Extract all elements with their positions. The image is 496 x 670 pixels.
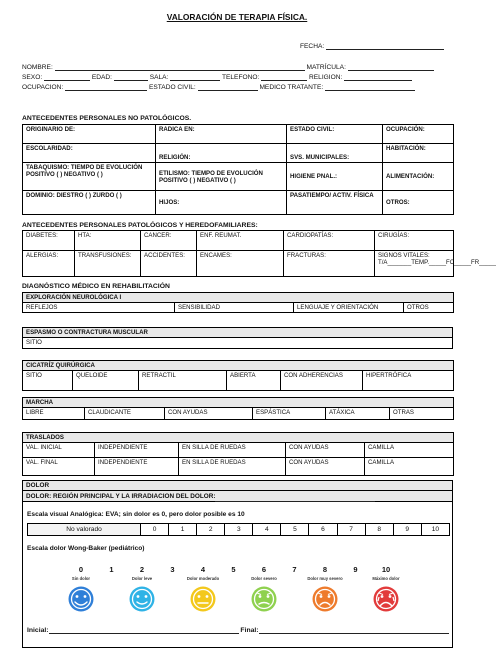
matricula-field[interactable] bbox=[348, 64, 434, 71]
traslados-table bbox=[22, 432, 454, 476]
cirugias-cell[interactable]: CIRUGÍAS: bbox=[375, 231, 454, 251]
independiente-cell[interactable]: INDEPENDIENTE bbox=[95, 443, 179, 458]
encames-cell[interactable]: ENCAMES: bbox=[197, 251, 284, 277]
wong-number: 0 bbox=[78, 565, 84, 574]
cicatriz-header: CICATRÍZ QUIRÚRGICA bbox=[23, 361, 454, 371]
edad-label: EDAD: bbox=[91, 74, 112, 81]
sitio-cic-cell[interactable]: SITIO bbox=[23, 371, 73, 391]
ocupacion-cell[interactable]: OCUPACIÓN: bbox=[383, 125, 454, 144]
face-hurts-even-more-icon[interactable] bbox=[250, 585, 278, 613]
wong-number: 3 bbox=[170, 565, 175, 574]
religion-field[interactable] bbox=[344, 74, 412, 81]
face-label: Dolor leve bbox=[131, 576, 153, 581]
eva-scale bbox=[27, 523, 450, 536]
no-patologicos-title: ANTECEDENTES PERSONALES NO PATOLÓGICOS. bbox=[22, 115, 192, 122]
wong-number: 1 bbox=[109, 565, 114, 574]
nombre-field[interactable] bbox=[55, 64, 305, 71]
ocupacion-label: OCUPACION: bbox=[22, 84, 64, 91]
accidentes-cell[interactable]: ACCIDENTES: bbox=[141, 251, 197, 277]
hipertrofica-cell[interactable]: HIPERTRÓFICA bbox=[363, 371, 454, 391]
face-no-hurt-icon[interactable] bbox=[67, 585, 95, 613]
estado-civil-cell[interactable]: ESTADO CIVIL: bbox=[287, 125, 383, 144]
face-label: Dolor muy severo bbox=[307, 576, 343, 581]
medico-label: MEDICO TRATANTE: bbox=[259, 84, 324, 91]
dominio-cell[interactable]: DOMINIO: DIESTRO ( ) ZURDO ( ) bbox=[23, 191, 156, 215]
final-label: Final: bbox=[240, 627, 259, 634]
wong-number: 5 bbox=[231, 565, 236, 574]
sala-label: SALA: bbox=[149, 74, 169, 81]
cardiopatias-cell[interactable]: CARDIOPATÍAS: bbox=[284, 231, 375, 251]
wong-number: 9 bbox=[353, 565, 358, 574]
cicatriz-table bbox=[22, 360, 454, 391]
table-row bbox=[28, 524, 450, 536]
lenguaje-cell[interactable]: LENGUAJE Y ORIENTACIÓN bbox=[294, 303, 404, 313]
escolaridad-cell[interactable]: ESCOLARIDAD: bbox=[23, 144, 156, 163]
table-row bbox=[23, 361, 454, 371]
eva-value-cell[interactable]: 8 bbox=[365, 524, 393, 536]
retractil-cell[interactable]: RETRACTIL bbox=[139, 371, 227, 391]
table-row bbox=[23, 163, 454, 191]
pasatiempo-cell[interactable]: PASATIEMPO/ ACTIV. FÍSICA bbox=[287, 191, 383, 215]
val-final-cell[interactable]: VAL. FINAL bbox=[23, 458, 95, 476]
espasmo-table bbox=[22, 327, 453, 349]
marcha-header: MARCHA bbox=[23, 398, 454, 408]
dolor-region-row[interactable] bbox=[23, 491, 452, 502]
fracturas-cell[interactable]: FRACTURAS: bbox=[284, 251, 375, 277]
wong-number: 8 bbox=[322, 565, 328, 574]
inicial-row bbox=[27, 627, 449, 634]
wong-number: 10 bbox=[381, 565, 391, 574]
sexo-row bbox=[22, 74, 454, 81]
con-ayudas-cell[interactable]: CON AYUDAS bbox=[286, 458, 365, 476]
medico-field[interactable] bbox=[325, 84, 415, 91]
cancer-cell[interactable]: CANCER: bbox=[141, 231, 197, 251]
table-row bbox=[23, 371, 454, 391]
alergias-cell[interactable]: ALERGIAS: bbox=[23, 251, 75, 277]
eva-value-cell[interactable]: 7 bbox=[337, 524, 365, 536]
face-hurts-more-icon[interactable] bbox=[189, 585, 217, 613]
hta-cell[interactable]: HTA: bbox=[75, 231, 141, 251]
signos-vitales-values: T/A_______TEMP._____FC_____FR_____ bbox=[378, 259, 496, 266]
ataxica-cell[interactable]: ATÁXICA bbox=[326, 408, 390, 420]
eva-value-cell[interactable]: 4 bbox=[253, 524, 281, 536]
higiene-cell[interactable]: HIGIENE PNAL.: bbox=[287, 163, 383, 191]
enf-reumat-cell[interactable]: ENF. REUMAT. bbox=[197, 231, 284, 251]
face-hurts-worst-icon[interactable] bbox=[372, 585, 400, 613]
telefono-field[interactable] bbox=[261, 74, 307, 81]
eva-value-cell[interactable]: 10 bbox=[421, 524, 449, 536]
dolor-header: DOLOR bbox=[23, 481, 452, 491]
table-row bbox=[23, 443, 454, 458]
dolor-region-field[interactable] bbox=[215, 494, 375, 502]
eva-label: Escala visual Analógica: EVA; sin dolor es 0, pero dolor posible es 10 bbox=[27, 511, 245, 518]
espastica-cell[interactable]: ESPÁSTICA bbox=[253, 408, 326, 420]
queloide-cell[interactable]: QUELOIDE bbox=[73, 371, 139, 391]
wong-baker-scale bbox=[23, 565, 454, 625]
table-row bbox=[23, 191, 454, 215]
etilismo-cell[interactable]: ETILISMO: TIEMPO DE EVOLUCIÓN POSITIVO ( ) NEGATIVO ( ) bbox=[156, 163, 287, 191]
reflejos-cell[interactable]: REFLEJOS bbox=[23, 303, 175, 313]
inicial-field[interactable] bbox=[49, 627, 239, 634]
exploracion-header: EXPLORACIÓN NEUROLÓGICA I bbox=[23, 293, 454, 303]
religion-label: RELIGION: bbox=[309, 74, 343, 81]
radica-cell[interactable]: RADICA EN: bbox=[156, 125, 287, 144]
silla-ruedas-cell[interactable]: EN SILLA DE RUEDAS bbox=[179, 458, 286, 476]
matricula-label: MATRÍCULA: bbox=[306, 64, 346, 71]
wong-number: 4 bbox=[200, 565, 206, 574]
telefono-label: TELEFONO: bbox=[221, 74, 260, 81]
page-title: VALORACIÓN DE TERAPIA FÍSICA. bbox=[166, 12, 308, 22]
religion-cell[interactable]: RELIGIÓN: bbox=[156, 144, 287, 163]
traslados-header: TRASLADOS bbox=[23, 433, 454, 443]
table-row bbox=[23, 398, 454, 408]
eva-value-cell[interactable]: 9 bbox=[393, 524, 421, 536]
wong-number: 6 bbox=[261, 565, 267, 574]
ocupacion-field[interactable] bbox=[65, 84, 147, 91]
exploracion-table bbox=[22, 292, 454, 313]
eva-value-cell[interactable]: 3 bbox=[225, 524, 253, 536]
inicial-label: Inicial: bbox=[27, 627, 49, 634]
eva-value-cell[interactable]: 1 bbox=[169, 524, 197, 536]
svs-cell[interactable]: SVS. MUNICIPALES: bbox=[287, 144, 383, 163]
eva-no-valorado-cell[interactable]: No valorado bbox=[28, 524, 141, 536]
fecha-field[interactable] bbox=[326, 43, 444, 50]
sala-field[interactable] bbox=[170, 74, 220, 81]
eva-value-cell[interactable]: 6 bbox=[309, 524, 337, 536]
patologicos-table bbox=[22, 230, 496, 277]
eva-value-cell[interactable]: 2 bbox=[197, 524, 225, 536]
face-label: Sin dolor bbox=[71, 576, 91, 581]
signos-vitales-label: SIGNOS VITALES: bbox=[378, 252, 430, 259]
no-patologicos-table bbox=[22, 124, 454, 215]
con-ayudas-marcha-cell[interactable]: CON AYUDAS bbox=[165, 408, 253, 420]
sitio-espasmo-cell[interactable]: SITIO bbox=[23, 338, 453, 349]
table-row bbox=[23, 144, 454, 163]
face-label: Máximo dolor bbox=[372, 576, 400, 581]
estado-civil-field[interactable] bbox=[198, 84, 258, 91]
otros-cell[interactable]: OTROS: bbox=[383, 191, 454, 215]
face-hurts-little-icon[interactable] bbox=[128, 585, 156, 613]
habitacion-cell[interactable]: HABITACIÓN: bbox=[383, 144, 454, 163]
ocupacion-row bbox=[22, 84, 454, 91]
table-row bbox=[23, 458, 454, 476]
alimentacion-cell[interactable]: ALIMENTACIÓN: bbox=[383, 163, 454, 191]
nombre-label: NOMBRE: bbox=[22, 64, 53, 71]
estado-civil-label: ESTADO CIVIL: bbox=[148, 84, 196, 91]
abierta-cell[interactable]: ABIERTA bbox=[227, 371, 281, 391]
edad-field[interactable] bbox=[114, 74, 148, 81]
silla-ruedas-cell[interactable]: EN SILLA DE RUEDAS bbox=[179, 443, 286, 458]
wong-baker-label: Escala dolor Wong-Baker (pediátrico) bbox=[27, 545, 145, 552]
table-row bbox=[23, 251, 454, 277]
otros-exp-cell[interactable]: OTROS bbox=[404, 303, 454, 313]
wong-number: 2 bbox=[139, 565, 145, 574]
signos-vitales-cell[interactable] bbox=[375, 251, 496, 277]
camilla-cell[interactable]: CAMILLA bbox=[365, 458, 454, 476]
table-row bbox=[23, 231, 454, 251]
transfusiones-cell[interactable]: TRANSFUSIONES: bbox=[75, 251, 141, 277]
table-row bbox=[23, 328, 453, 338]
dolor-region-label: DOLOR: REGIÓN PRINCIPAL Y LA IRRADIACION DEL DOLOR: bbox=[26, 493, 216, 500]
table-row bbox=[23, 338, 453, 349]
table-row bbox=[23, 303, 454, 313]
libre-cell[interactable]: LIBRE bbox=[23, 408, 85, 420]
claudicante-cell[interactable]: CLAUDICANTE bbox=[85, 408, 165, 420]
sexo-label: SEXO: bbox=[22, 74, 43, 81]
face-label: Dolor moderado bbox=[186, 576, 220, 581]
sexo-field[interactable] bbox=[44, 74, 90, 81]
table-row bbox=[23, 125, 454, 144]
wong-number: 7 bbox=[292, 565, 297, 574]
nombre-row bbox=[22, 64, 454, 71]
sensibilidad-cell[interactable]: SENSIBILIDAD bbox=[175, 303, 294, 313]
table-row bbox=[23, 408, 454, 420]
tabaquismo-cell[interactable]: TABAQUISMO: TIEMPO DE EVOLUCIÓN POSITIVO ( ) NEGATIVO ( ) bbox=[23, 163, 156, 191]
camilla-cell[interactable]: CAMILLA bbox=[365, 443, 454, 458]
eva-value-cell[interactable]: 0 bbox=[141, 524, 169, 536]
originario-cell[interactable]: ORIGINARIO DE: bbox=[23, 125, 156, 144]
eva-value-cell[interactable]: 5 bbox=[281, 524, 309, 536]
final-field[interactable] bbox=[259, 627, 449, 634]
face-hurts-whole-lot-icon[interactable] bbox=[311, 585, 339, 613]
diabetes-cell[interactable]: DIABETES: bbox=[23, 231, 75, 251]
table-row bbox=[23, 433, 454, 443]
marcha-table bbox=[22, 397, 454, 420]
fecha-row bbox=[300, 43, 454, 50]
adherencias-cell[interactable]: CON ADHERENCIAS bbox=[281, 371, 363, 391]
face-label: Dolor severo bbox=[251, 576, 277, 581]
dolor-box bbox=[22, 480, 453, 648]
table-row bbox=[23, 293, 454, 303]
hijos-cell[interactable]: HIJOS: bbox=[156, 191, 287, 215]
patologicos-title: ANTECEDENTES PERSONALES PATOLÓGICOS Y HEREDOFAMILIARES: bbox=[22, 222, 258, 229]
con-ayudas-cell[interactable]: CON AYUDAS bbox=[286, 443, 365, 458]
val-inicial-cell[interactable]: VAL. INICIAL bbox=[23, 443, 95, 458]
diagnostico-title: DIAGNÓSTICO MÉDICO EN REHABILITACIÓN bbox=[22, 283, 170, 290]
independiente-cell[interactable]: INDEPENDIENTE bbox=[95, 458, 179, 476]
espasmo-header: ESPASMO O CONTRACTURA MUSCULAR bbox=[23, 328, 453, 338]
otras-marcha-cell[interactable]: OTRAS bbox=[390, 408, 454, 420]
fecha-label: FECHA: bbox=[300, 43, 325, 50]
